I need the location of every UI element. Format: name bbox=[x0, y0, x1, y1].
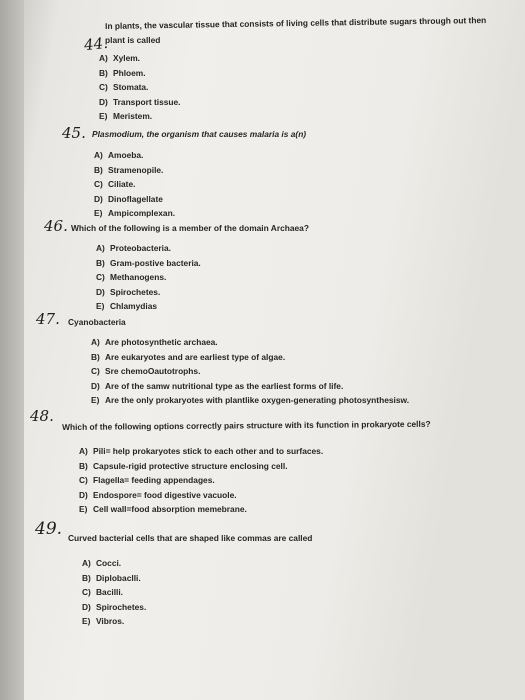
option-a[interactable]: A) Xylem. bbox=[99, 53, 141, 63]
option-d[interactable]: D) Spirochetes. bbox=[82, 601, 147, 612]
option-c[interactable]: C) Flagella= feeding appendages. bbox=[79, 475, 215, 486]
option-e[interactable]: E) Cell wall=food absorption memebrane. bbox=[79, 504, 247, 515]
question-number: 45. bbox=[62, 124, 86, 142]
option-c[interactable]: C) Stomata. bbox=[99, 82, 149, 93]
option-b[interactable]: B) Are eukaryotes and are earliest type of algae. bbox=[91, 351, 286, 362]
option-c[interactable]: C) Ciliate. bbox=[94, 179, 136, 190]
question-number: 48. bbox=[30, 407, 54, 425]
option-e[interactable]: E) Meristem. bbox=[99, 111, 153, 122]
question-text-line-1: Plasmodium, the organism that causes malaria is a(n) bbox=[92, 129, 307, 139]
question-text-line-1: In plants, the vascular tissue that consists of living cells that distribute sugars through out then bbox=[105, 15, 487, 31]
option-a[interactable]: A) Proteobacteria. bbox=[96, 243, 171, 253]
option-a[interactable]: A) Pili= help prokaryotes stick to each other and to surfaces. bbox=[79, 446, 324, 456]
option-d[interactable]: D) Transport tissue. bbox=[99, 96, 181, 107]
option-c[interactable]: C) Methanogens. bbox=[96, 272, 167, 283]
question-number: 44. bbox=[83, 33, 109, 55]
option-b[interactable]: B) Capsule-rigid protective structure enclosing cell. bbox=[79, 460, 288, 471]
question-number: 47. bbox=[36, 310, 60, 328]
option-list bbox=[79, 444, 323, 517]
option-d[interactable]: D) Are of the samw nutritional type as the earliest forms of life. bbox=[91, 380, 344, 391]
option-list bbox=[99, 51, 180, 124]
option-e[interactable]: E) Are the only prokaryotes with plantlike oxygen-generating photosynthesisw. bbox=[91, 395, 410, 406]
question-text-line-1: Which of the following options correctly pairs structure with its function in prokaryote cells? bbox=[62, 418, 431, 432]
option-b[interactable]: B) Gram-postive bacteria. bbox=[96, 257, 201, 268]
option-list bbox=[91, 335, 409, 408]
question-text-line-1: Curved bacterial cells that are shaped like commas are called bbox=[68, 533, 313, 543]
option-b[interactable]: B) Stramenopile. bbox=[94, 164, 164, 175]
option-b[interactable]: B) Diplobaclli. bbox=[82, 572, 141, 583]
option-d[interactable]: D) Endospore= food digestive vacuole. bbox=[79, 489, 237, 500]
option-c[interactable]: C) Sre chemoOautotrophs. bbox=[91, 366, 201, 377]
question-text-line-1: Cyanobacteria bbox=[68, 317, 126, 327]
question-text-line-1: Which of the following is a member of the domain Archaea? bbox=[71, 223, 309, 233]
question-number: 49. bbox=[35, 519, 63, 539]
option-e[interactable]: E) Ampicomplexan. bbox=[94, 208, 176, 219]
option-list bbox=[96, 241, 201, 314]
page-shadow-edge bbox=[0, 0, 24, 700]
question-text-line-2: plant is called bbox=[105, 35, 161, 45]
option-e[interactable]: E) Chlamydias bbox=[96, 301, 158, 312]
option-d[interactable]: D) Dinoflagellate bbox=[94, 193, 163, 204]
option-b[interactable]: B) Phloem. bbox=[99, 67, 146, 78]
option-a[interactable]: A) Cocci. bbox=[82, 558, 122, 568]
option-a[interactable]: A) Amoeba. bbox=[94, 150, 144, 160]
option-list bbox=[82, 556, 146, 629]
option-e[interactable]: E) Vibros. bbox=[82, 616, 125, 627]
question-number: 46. bbox=[44, 217, 68, 235]
option-a[interactable]: A) Are photosynthetic archaea. bbox=[91, 337, 218, 347]
option-list bbox=[94, 148, 175, 221]
option-c[interactable]: C) Bacilli. bbox=[82, 587, 123, 598]
option-d[interactable]: D) Spirochetes. bbox=[96, 286, 161, 297]
